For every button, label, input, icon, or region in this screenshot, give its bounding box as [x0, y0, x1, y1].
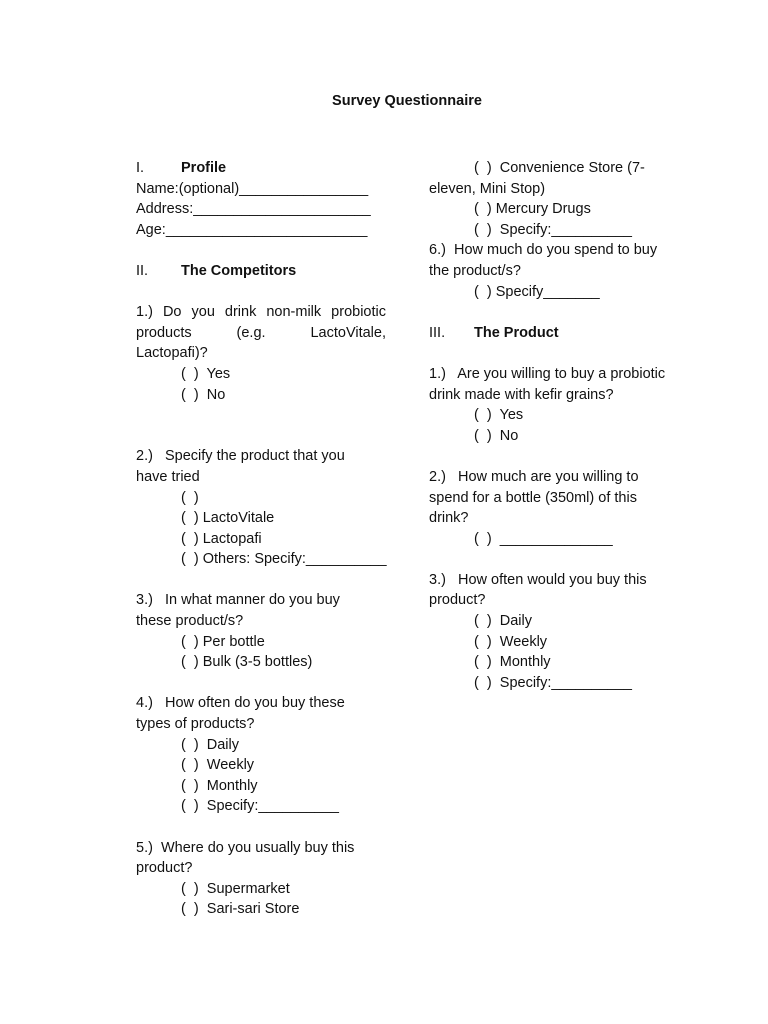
- answer-option: ( ) Others: Specify:__________: [181, 551, 387, 568]
- answer-option-continued: eleven, Mini Stop): [429, 180, 546, 197]
- question-text: 2.) How much are you willing to: [429, 468, 639, 485]
- section-name: The Competitors: [181, 262, 297, 279]
- answer-option: ( ) Daily: [474, 613, 532, 630]
- section-name: Profile: [181, 160, 227, 176]
- question-text: 3.) In what manner do you buy: [136, 592, 340, 609]
- answer-option: ( ) Monthly: [474, 654, 551, 671]
- answer-option: ( ) Monthly: [181, 777, 258, 794]
- question-text: 3.) How often would you buy this: [429, 571, 647, 588]
- question-text: 4.) How often do you buy these: [136, 695, 345, 712]
- section-name: The Product: [474, 324, 559, 341]
- question-text: 2.) Specify the product that you: [136, 448, 345, 465]
- answer-option: ( ) No: [181, 386, 226, 403]
- answer-option: ( ) Specify:__________: [181, 798, 339, 815]
- answer-option: ( ) No: [474, 427, 519, 444]
- question-text: 6.) How much do you spend to buy: [429, 242, 658, 259]
- answer-option: ( ) Lactopafi: [181, 530, 262, 547]
- page-title: Survey Questionnaire: [332, 93, 482, 109]
- question-text: 5.) Where do you usually buy this: [136, 839, 355, 856]
- answer-option: ( ) Weekly: [181, 757, 255, 774]
- answer-option: ( ) ______________: [474, 530, 613, 547]
- age-field: Age:_________________________: [136, 221, 368, 238]
- section-competitors-heading: [136, 261, 386, 282]
- answer-option: ( ) Yes: [181, 365, 231, 382]
- name-field: Name:(optional)________________: [136, 180, 369, 197]
- answer-option: ( ) LactoVitale: [181, 510, 275, 527]
- answer-option: ( ): [181, 489, 199, 506]
- answer-option: ( ) Specify:__________: [474, 221, 632, 238]
- answer-option: ( ) Per bottle: [181, 633, 265, 650]
- section-number: III.: [429, 324, 446, 341]
- answer-option: ( ) Specify_______: [474, 283, 600, 300]
- question-text: spend for a bottle (350ml) of this: [429, 489, 637, 506]
- answer-option: ( ) Convenience Store (7-: [474, 160, 645, 176]
- question-text: Lactopafi)?: [136, 345, 208, 362]
- section-product-heading: [429, 323, 679, 344]
- question-text: drink made with kefir grains?: [429, 386, 614, 403]
- section-profile-heading: [136, 158, 386, 179]
- question-text: 1.) Do you drink non-milk probiotic: [136, 304, 386, 321]
- question-text: these product/s?: [136, 613, 244, 630]
- answer-option: ( ) Weekly: [474, 633, 548, 650]
- answer-option: ( ) Supermarket: [181, 880, 290, 897]
- question-text: product?: [136, 860, 193, 877]
- question-text: have tried: [136, 468, 200, 485]
- question-text: 1.) Are you willing to buy a probiotic: [429, 365, 666, 382]
- right-column: [429, 158, 679, 693]
- answer-option: ( ) Daily: [181, 736, 239, 753]
- address-field: Address:______________________: [136, 201, 371, 218]
- section-number: II.: [136, 262, 149, 279]
- answer-option: ( ) Sari-sari Store: [181, 901, 300, 918]
- question-text: product?: [429, 592, 486, 609]
- answer-option: ( ) Yes: [474, 407, 524, 424]
- section-number: I.: [136, 160, 145, 176]
- question-text: products (e.g. LactoVitale,: [136, 324, 386, 341]
- left-column: [136, 158, 386, 920]
- answer-option: ( ) Mercury Drugs: [474, 201, 591, 218]
- question-text: types of products?: [136, 716, 255, 733]
- question-text: drink?: [429, 510, 469, 527]
- question-text: the product/s?: [429, 262, 521, 279]
- answer-option: ( ) Specify:__________: [474, 674, 632, 691]
- answer-option: ( ) Bulk (3-5 bottles): [181, 654, 313, 671]
